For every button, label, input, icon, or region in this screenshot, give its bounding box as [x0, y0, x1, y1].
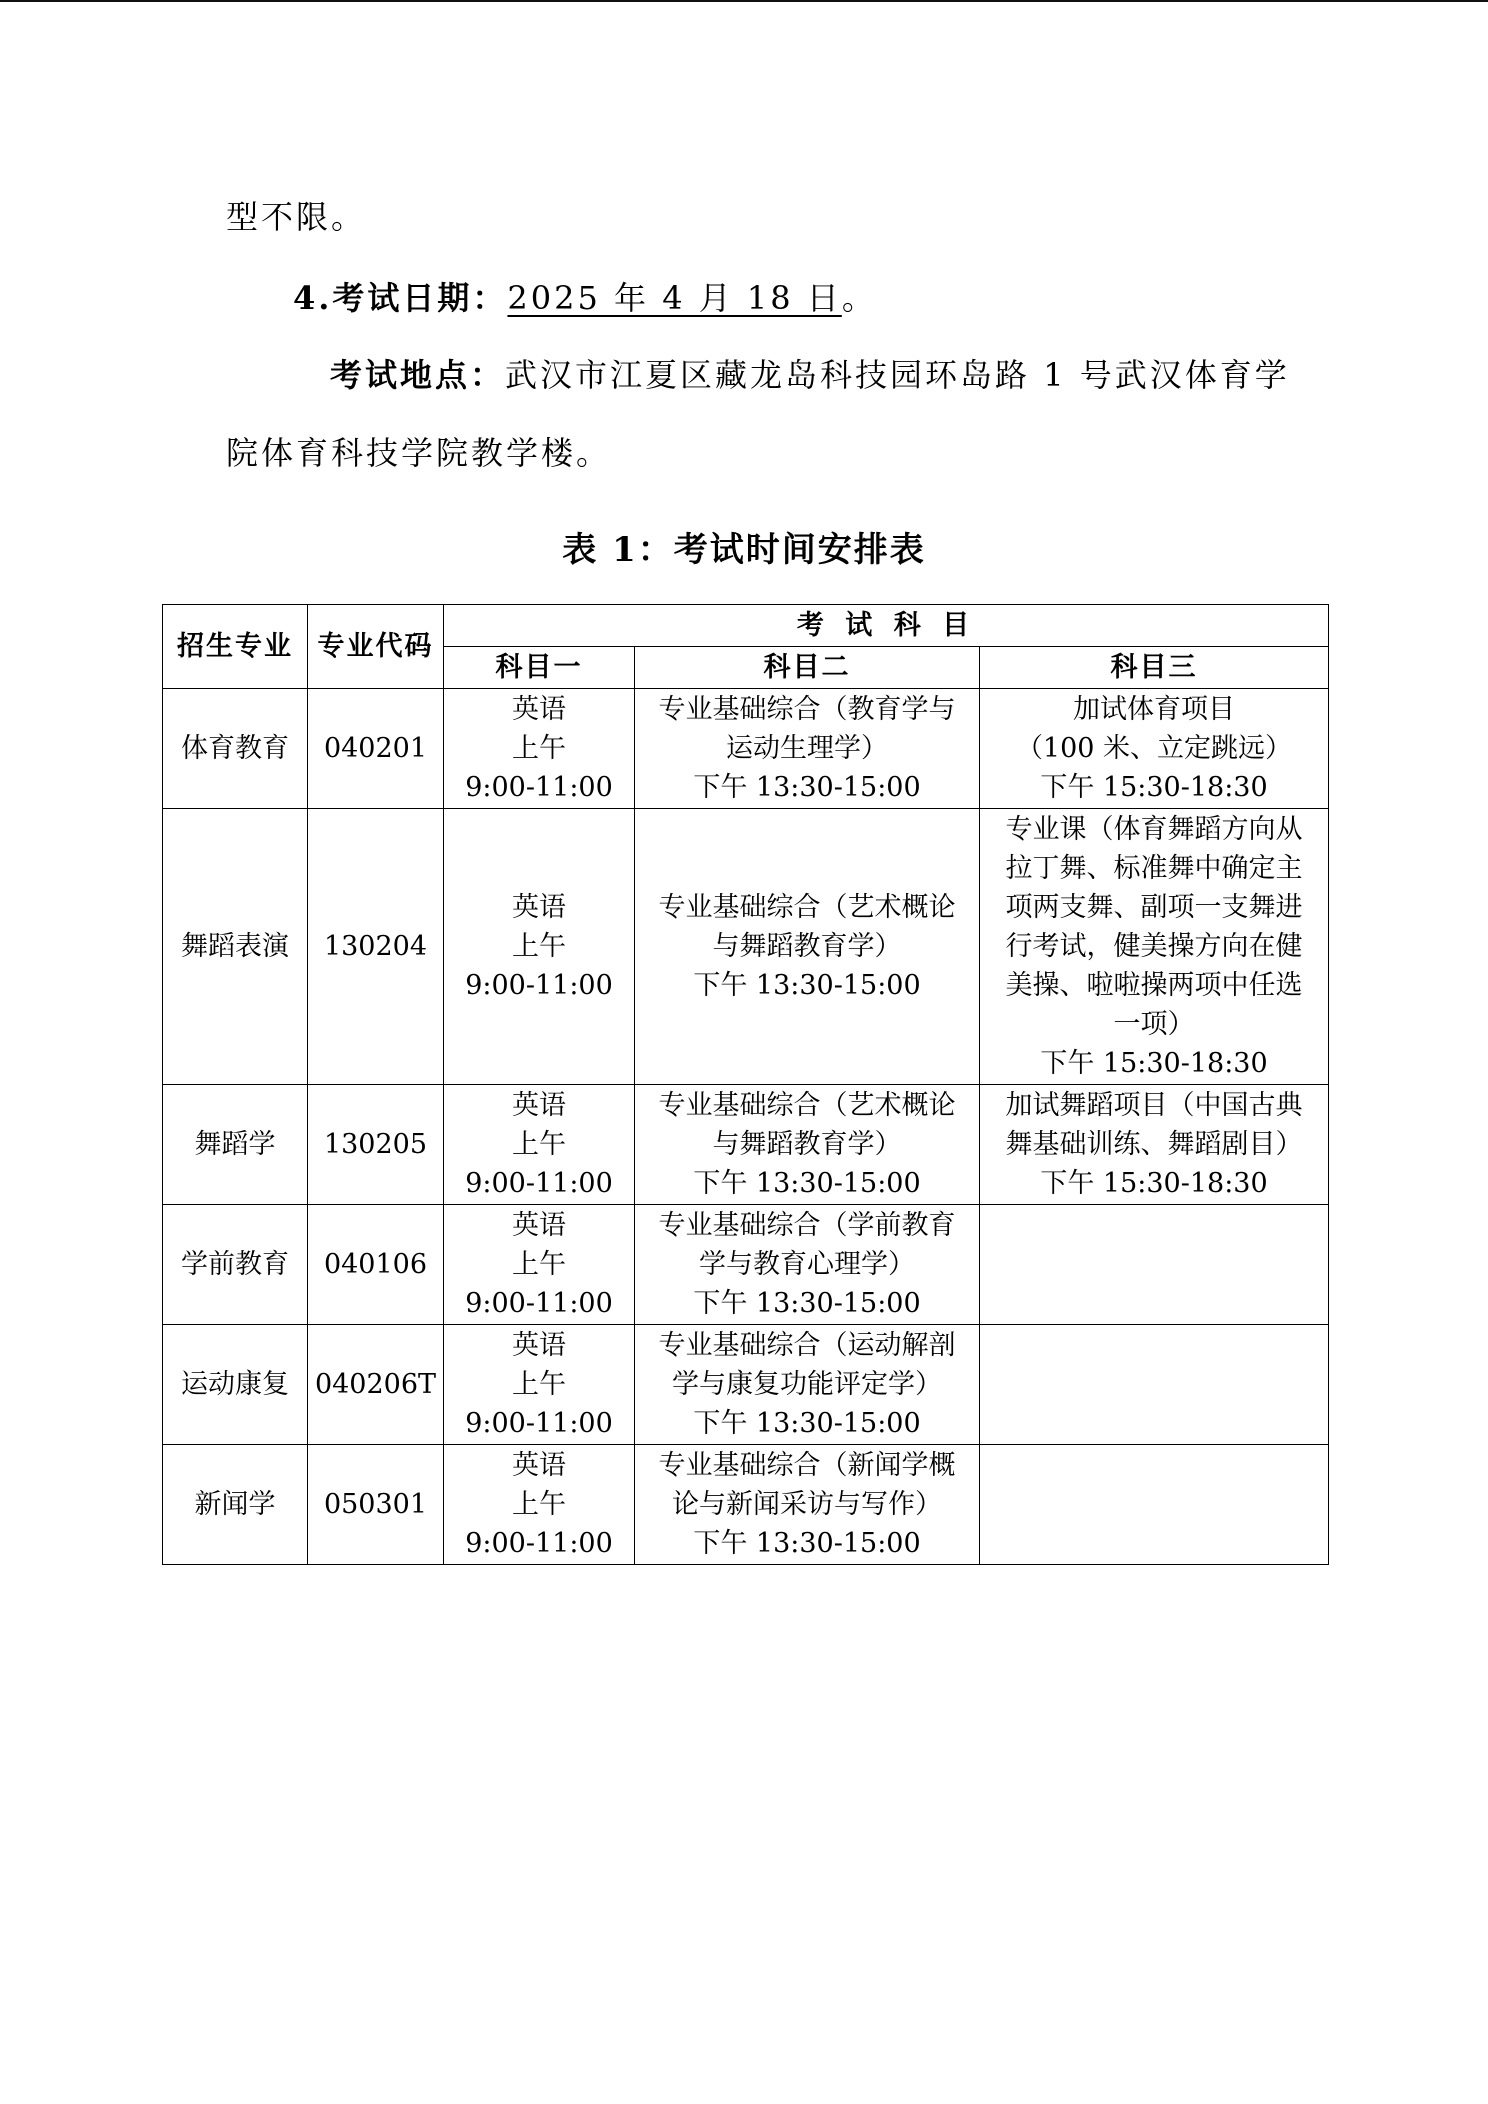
- exam-schedule-table: [162, 604, 1329, 1565]
- cell-line: 加试舞蹈项目（中国古典: [1005, 1090, 1303, 1121]
- cell-line: 专业基础综合（新闻学概: [658, 1450, 956, 1481]
- cell-line: 9:00-11:00: [465, 1288, 613, 1319]
- cell-code: 040206T: [308, 1325, 444, 1445]
- cell-major: 体育教育: [163, 689, 308, 809]
- cell-line: 下午 13:30-15:00: [693, 1528, 921, 1559]
- cell-line: 上午: [512, 1369, 566, 1400]
- cell-line: 下午 15:30-18:30: [1040, 1048, 1268, 1079]
- exam-place-line: [330, 355, 1290, 395]
- cell-line: 9:00-11:00: [465, 1408, 613, 1439]
- cell-subject-2: [635, 809, 980, 1085]
- cell-subject-2: [635, 1325, 980, 1445]
- cell-subject-2: [635, 689, 980, 809]
- cell-subject-1: [444, 1445, 635, 1565]
- exam-place-text-1: 武汉市江夏区藏龙岛科技园环岛路 1 号武汉体育学: [505, 356, 1290, 394]
- table-row: [163, 1445, 1329, 1565]
- cell-line: 运动生理学）: [726, 733, 888, 764]
- cell-code: 040201: [308, 689, 444, 809]
- cell-line: 9:00-11:00: [465, 1528, 613, 1559]
- cell-line: 下午 15:30-18:30: [1040, 772, 1268, 803]
- cell-subject-3: [980, 1325, 1329, 1445]
- cell-major: 新闻学: [163, 1445, 308, 1565]
- cell-line: （100 米、立定跳远）: [1015, 733, 1293, 764]
- cell-line: 专业基础综合（运动解剖: [658, 1330, 956, 1361]
- cell-line: 论与新闻采访与写作）: [672, 1489, 942, 1520]
- cell-line: 行考试，健美操方向在健: [1005, 931, 1303, 962]
- cell-line: 专业基础综合（教育学与: [658, 694, 956, 725]
- cell-subject-3: [980, 1205, 1329, 1325]
- cell-line: 学与康复功能评定学）: [672, 1369, 942, 1400]
- table-row: [163, 1085, 1329, 1205]
- cell-line: 上午: [512, 1129, 566, 1160]
- exam-date-value: 2025 年 4 月 18 日: [507, 279, 842, 317]
- exam-date-line: [293, 278, 877, 318]
- cell-subject-3: [980, 809, 1329, 1085]
- cell-line: 与舞蹈教育学）: [712, 931, 902, 962]
- header-subjects: 考 试 科 目: [444, 605, 1329, 647]
- cell-line: 上午: [512, 733, 566, 764]
- header-major: 招生专业: [163, 605, 308, 689]
- exam-place-label: 考试地点：: [330, 356, 506, 394]
- cell-line: 学与教育心理学）: [699, 1249, 915, 1280]
- cell-subject-3: [980, 689, 1329, 809]
- cell-line: 项两支舞、副项一支舞进: [1005, 892, 1303, 923]
- cell-subject-3: [980, 1445, 1329, 1565]
- cell-line: 拉丁舞、标准舞中确定主: [1005, 853, 1303, 884]
- table-row: [163, 1325, 1329, 1445]
- header-subject-1: 科目一: [444, 647, 635, 689]
- cell-subject-1: [444, 1325, 635, 1445]
- cell-line: 英语: [512, 1210, 566, 1241]
- cell-line: 英语: [512, 1450, 566, 1481]
- cell-line: 与舞蹈教育学）: [712, 1129, 902, 1160]
- table-row: [163, 809, 1329, 1085]
- cell-line: 英语: [512, 1330, 566, 1361]
- cell-line: 一项）: [1113, 1009, 1195, 1040]
- header-subject-3: 科目三: [980, 647, 1329, 689]
- cell-line: 专业课（体育舞蹈方向从: [1005, 814, 1303, 845]
- cell-subject-2: [635, 1445, 980, 1565]
- cell-line: 9:00-11:00: [465, 772, 613, 803]
- table-caption: 表 1：考试时间安排表: [562, 530, 926, 570]
- cell-line: 下午 13:30-15:00: [693, 1168, 921, 1199]
- cell-subject-1: [444, 1205, 635, 1325]
- exam-place-text-2: 院体育科技学院教学楼。: [226, 434, 612, 472]
- table-row: [163, 1205, 1329, 1325]
- cell-subject-2: [635, 1205, 980, 1325]
- cell-subject-1: [444, 809, 635, 1085]
- cell-code: 050301: [308, 1445, 444, 1565]
- cell-line: 加试体育项目: [1073, 694, 1235, 725]
- page-top-border: [0, 0, 1488, 2]
- cell-code: 130205: [308, 1085, 444, 1205]
- cell-line: 下午 13:30-15:00: [693, 772, 921, 803]
- cell-line: 下午 13:30-15:00: [693, 1408, 921, 1439]
- cell-line: 下午 13:30-15:00: [693, 970, 921, 1001]
- cell-line: 9:00-11:00: [465, 1168, 613, 1199]
- cell-subject-1: [444, 1085, 635, 1205]
- cell-line: 上午: [512, 931, 566, 962]
- cell-line: 英语: [512, 892, 566, 923]
- cell-major: 舞蹈学: [163, 1085, 308, 1205]
- exam-date-end: 。: [841, 279, 877, 317]
- cell-code: 040106: [308, 1205, 444, 1325]
- cell-major: 学前教育: [163, 1205, 308, 1325]
- cell-line: 舞基础训练、舞蹈剧目）: [1005, 1129, 1303, 1160]
- cell-subject-3: [980, 1085, 1329, 1205]
- cell-line: 上午: [512, 1249, 566, 1280]
- cell-subject-2: [635, 1085, 980, 1205]
- cell-major: 舞蹈表演: [163, 809, 308, 1085]
- cell-line: 美操、啦啦操两项中任选: [1005, 970, 1303, 1001]
- cell-subject-1: [444, 689, 635, 809]
- cell-code: 130204: [308, 809, 444, 1085]
- cell-line: 专业基础综合（艺术概论: [658, 892, 956, 923]
- cell-line: 英语: [512, 1090, 566, 1121]
- exam-date-label: 4.考试日期：: [293, 279, 508, 317]
- table-row: [163, 689, 1329, 809]
- cell-line: 专业基础综合（艺术概论: [658, 1090, 956, 1121]
- cell-line: 下午 15:30-18:30: [1040, 1168, 1268, 1199]
- header-subject-2: 科目二: [635, 647, 980, 689]
- cell-line: 上午: [512, 1489, 566, 1520]
- paragraph-line-1: 型不限。: [226, 198, 367, 236]
- header-code: 专业代码: [308, 605, 444, 689]
- cell-major: 运动康复: [163, 1325, 308, 1445]
- cell-line: 专业基础综合（学前教育: [658, 1210, 956, 1241]
- cell-line: 下午 13:30-15:00: [693, 1288, 921, 1319]
- cell-line: 英语: [512, 694, 566, 725]
- cell-line: 9:00-11:00: [465, 970, 613, 1001]
